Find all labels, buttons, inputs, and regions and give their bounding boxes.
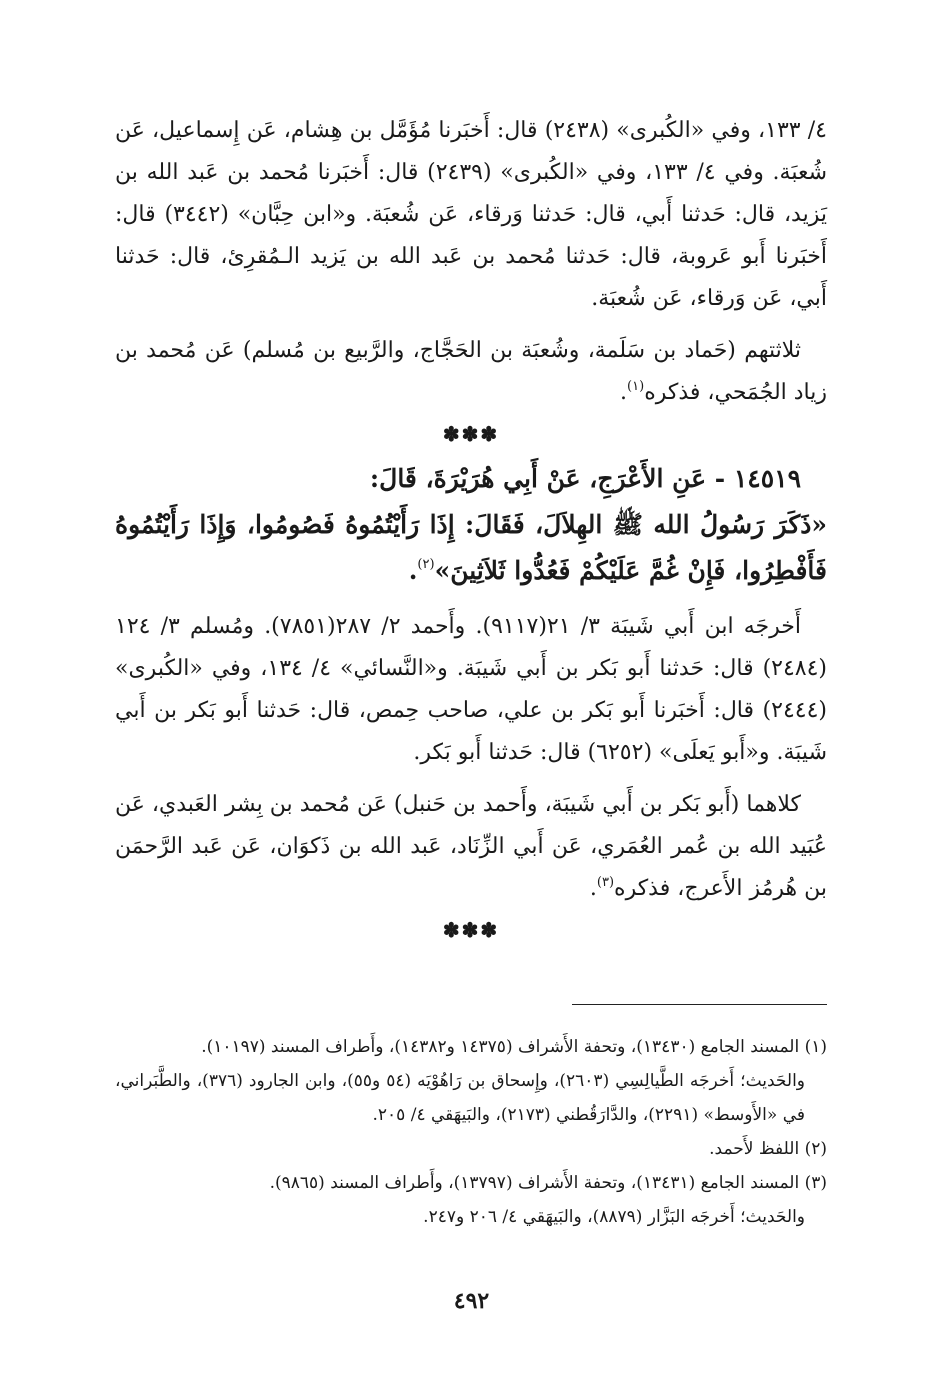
footnote-3: (٣) المسند الجامع (١٣٤٣١)، وتحفة الأَشراف (١٣٧٩٧)، وأَطراف المسند (٩٨٦٥). (269, 1173, 827, 1193)
paragraph-sources-2: أَخرجَه ابن أَبي شَيبَة ٣/ ٢١(٩١١٧). وأَحمد ٢/ ٢٨٧(٧٨٥١). ومُسلم ٣/ ١٢٤ (٢٤٨٤) قال: حَدثنا أَبو بَكر بن أَبي شَيبَة. و«النَّسائي» ٤/ ١٣٤، وفي «الكُبرى» (٢٤٤٤) قال: أَخبَرنا أَبو بَكر بن علي، صاحب حِمص، قال: حَدثنا أَبو بَكر بن أَبي شَيبَة. و«أَبو يَعلَى» (٦٢٥٢) قال: حَدثنا أَبو بَكر. (115, 614, 828, 765)
footnotes (115, 1030, 827, 1234)
footnote-1: (١) المسند الجامع (١٣٤٣٠)، وتحفة الأَشراف (١٤٣٧٥ و١٤٣٨٢)، وأَطراف المسند (١٠١٩٧). (201, 1037, 827, 1057)
main-text (115, 110, 827, 952)
hadith-body (115, 502, 827, 594)
footnote-1-continuation: والحَديث؛ أَخرجَه الطَّيالِسِي (٢٦٠٣)، وإِسحاق بن رَاهُوْيَه (٥٤ و٥٥)، وابن الجارود (٣٧٦)، والطَّبَراني، في «الأَوسط» (٢٢٩١)، والدَّارَقُطني (٢١٧٣)، والبَيهَقي ٤/ ٢٠٥. (115, 1071, 805, 1125)
footnote-2: (٢) اللفظ لأَحمد. (709, 1139, 827, 1159)
hadith-heading (115, 456, 827, 502)
page-number: ٤٩٢ (453, 1288, 490, 1314)
chain-end: . (620, 380, 628, 405)
footnote-divider (572, 1004, 827, 1005)
hadith-intro: - عَنِ الأَعْرَجِ، عَنْ أَبِي هُرَيْرَةَ، قَالَ: (369, 464, 726, 493)
section-separator: ✽✽✽ (442, 422, 500, 446)
hadith-matn: «ذَكَرَ رَسُولُ الله ﷺ الهِلاَلَ، فَقَالَ: إِذَا رَأَيْتُمُوهُ فَصُومُوا، وَإِذَا رَأَيْتُمُوهُ فَأَفْطِرُوا، فَإِنْ غُمَّ عَلَيْكُمْ فَعُدُّوا ثَلاَثِينَ» (115, 510, 827, 585)
chain-end-2: . (589, 876, 597, 901)
footnote-ref-3[interactable]: (٣) (596, 875, 615, 890)
footnote-3-continuation: والحَديث؛ أَخرجَه البَزَّار (٨٨٧٩)، والبَيهَقي ٤/ ٢٠٦ و٢٤٧. (423, 1207, 805, 1227)
hadith-end: . (408, 556, 418, 585)
footnote-ref-1[interactable]: (١) (627, 379, 645, 394)
chain-text-2: كلاهما (أَبو بَكر بن أَبي شَيبَة، وأَحمد بن حَنبل) عَن مُحمد بن بِشر العَبدي، عَن عُبَيد الله بن عُمر العُمَري، عَن أَبي الزِّنَاد، عَبد الله بن ذَكوَان، عَن عَبد الرَّحمَن بن هُرمُز الأَعرج، فذكره (115, 792, 827, 901)
hadith-number: ١٤٥١٩ (733, 464, 801, 493)
paragraph-chain-1 (115, 330, 827, 414)
chain-text: ثلاثتهم (حَماد بن سَلَمة، وشُعبَة بن الحَجَّاج، والرَّبيع بن مُسلم) عَن مُحمد بن زياد الجُمَحي، فذكره (115, 338, 827, 405)
section-separator-2: ✽✽✽ (442, 918, 500, 942)
footnote-ref-2[interactable]: (٢) (417, 557, 435, 572)
paragraph-sources-1: ٤/ ١٣٣، وفي «الكُبرى» (٢٤٣٨) قال: أَخبَرنا مُؤَمَّل بن هِشام، عَن إِسماعيل، عَن شُعبَة. وفي ٤/ ١٣٣، وفي «الكُبرى» (٢٤٣٩) قال: أَخبَرنا مُحمد بن عَبد الله بن يَزيد، قال: حَدثنا أَبي، قال: حَدثنا وَرقاء، عَن شُعبَة. و«ابن حِبَّان» (٣٤٤٢) قال: أَخبَرنا أَبو عَروبة، قال: حَدثنا مُحمد بن عَبد الله بن يَزيد الـمُقرِئ، قال: حَدثنا أَبي، عَن وَرقاء، عَن شُعبَة. (115, 118, 828, 311)
paragraph-chain-2 (115, 784, 827, 910)
